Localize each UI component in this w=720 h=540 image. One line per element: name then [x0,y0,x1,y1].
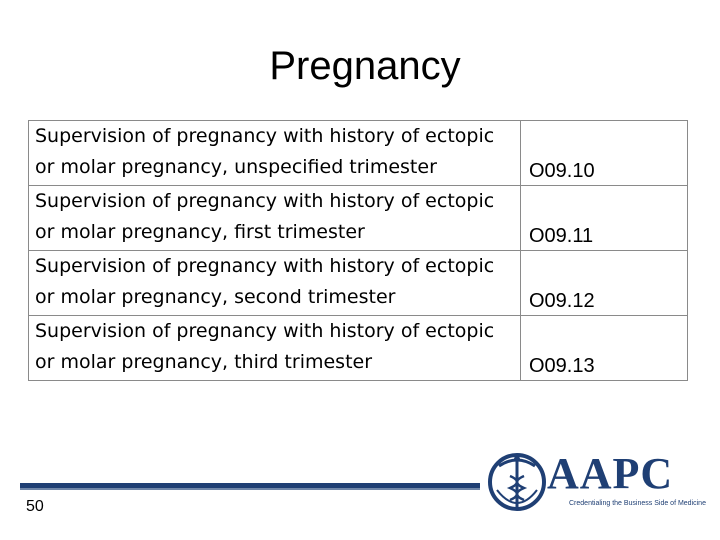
icd-code: O09.12 [529,290,595,312]
description-line: or molar pregnancy, unspecified trimester [35,156,437,178]
caduceus-icon [487,446,547,520]
icd-code: O09.11 [529,225,594,247]
code-cell [521,316,688,381]
aapc-logo [487,446,706,520]
code-cell [521,121,688,186]
table-row [29,316,688,381]
icd-code: O09.13 [529,355,595,377]
description-line: or molar pregnancy, third trimester [35,351,373,373]
description-line: or molar pregnancy, first trimester [35,221,365,243]
code-description [29,251,521,316]
code-cell [521,251,688,316]
diagnosis-code-table [28,120,688,381]
footer-divider [20,483,480,490]
description-line: Supervision of pregnancy with history of ectopic [35,125,495,147]
table-row [29,121,688,186]
description-line: Supervision of pregnancy with history of ectopic [35,190,495,212]
icd-code: O09.10 [529,160,595,182]
description-line: Supervision of pregnancy with history of ectopic [35,255,495,277]
table-row [29,251,688,316]
table-row [29,186,688,251]
logo-tagline: Credentialing the Business Side of Medicine [569,500,706,507]
description-line: Supervision of pregnancy with history of ectopic [35,320,495,342]
description-line: or molar pregnancy, second trimester [35,286,396,308]
page-number: 50 [26,498,44,515]
slide-title: Pregnancy [269,44,461,88]
code-description [29,121,521,186]
code-cell [521,186,688,251]
code-description [29,316,521,381]
logo-wordmark: AAPC [547,449,674,498]
code-description [29,186,521,251]
